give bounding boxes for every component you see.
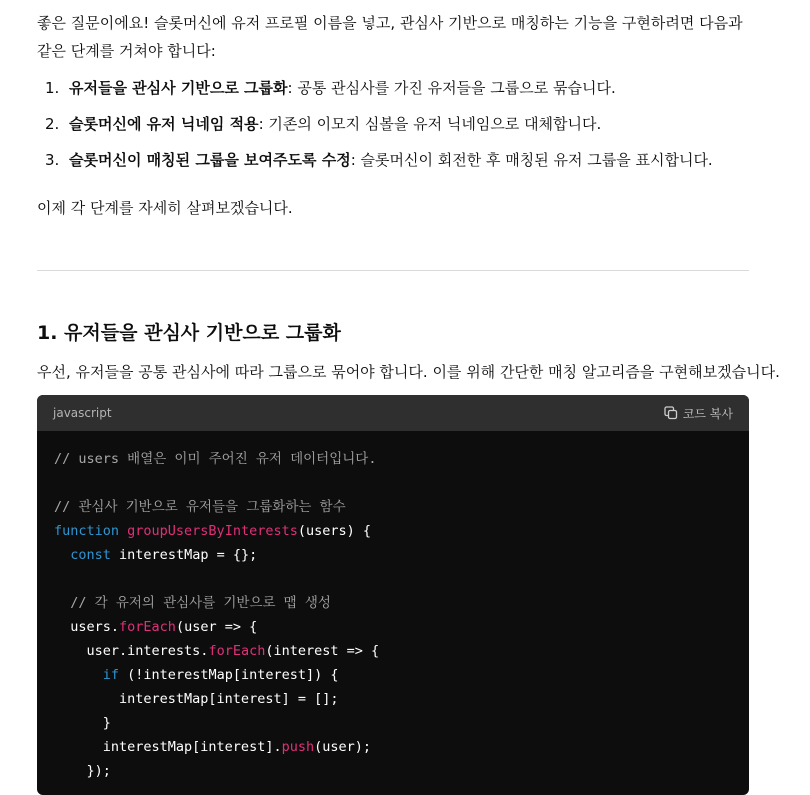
code-token-plain: interestMap[interest]. (54, 739, 282, 755)
code-token-keyword: if (102, 667, 128, 683)
code-token-plain: (interest => { (265, 643, 380, 659)
code-token-plain: (users) { (297, 523, 371, 539)
step-title: 슬롯머신이 매칭된 그룹을 보여주도록 수정 (69, 151, 351, 169)
code-language-label: javascript (53, 406, 112, 420)
code-token-plain: (!interestMap[interest]) { (127, 667, 339, 683)
code-token-plain: }); (54, 763, 111, 779)
code-block-header (37, 395, 749, 431)
copy-code-button[interactable] (664, 405, 733, 422)
step-desc: : 슬롯머신이 회전한 후 매칭된 유저 그룹을 표시합니다. (350, 151, 713, 169)
code-token-func: push (281, 739, 315, 755)
step-title: 슬롯머신에 유저 닉네임 적용 (69, 115, 259, 133)
code-token-func: groupUsersByInterests (127, 523, 298, 539)
code-line (54, 495, 732, 519)
code-token-plain: (user); (314, 739, 371, 755)
code-line (54, 663, 732, 687)
list-item (37, 146, 713, 182)
intro-paragraph: 좋은 질문이에요! 슬롯머신에 유저 프로필 이름을 넣고, 관심사 기반으로 매칭하는 기능을 구현하려면 다음과 같은 단계를 거쳐야 합니다: (37, 14, 743, 60)
code-token-plain (54, 667, 103, 683)
code-token-func: forEach (119, 619, 176, 635)
section-description: 우선, 유저들을 공통 관심사에 따라 그룹으로 묶어야 합니다. 이를 위해 간단한 매칭 알고리즘을 구현해보겠습니다. (37, 363, 780, 381)
step-number: 1. (45, 79, 60, 97)
code-line (54, 759, 732, 783)
code-token-keyword: const (70, 547, 120, 563)
code-token-comment: // users 배열은 이미 주어진 유저 데이터입니다. (54, 451, 377, 467)
code-line (54, 615, 732, 639)
steps-list (37, 74, 713, 182)
step-number: 3. (45, 151, 60, 169)
outro-paragraph: 이제 각 단계를 자세히 살펴보겠습니다. (37, 199, 293, 217)
code-token-plain (54, 595, 70, 611)
copy-code-label: 코드 복사 (682, 406, 733, 421)
list-item (37, 74, 713, 110)
code-line (54, 687, 732, 711)
code-line (54, 519, 732, 543)
code-token-plain: (user => { (175, 619, 258, 635)
copy-icon (664, 406, 678, 420)
code-block (37, 395, 749, 795)
code-line (54, 543, 732, 567)
code-line (54, 471, 732, 495)
code-token-comment: // 각 유저의 관심사를 기반으로 맵 생성 (70, 595, 331, 611)
code-line (54, 567, 732, 591)
code-line (54, 591, 732, 615)
code-token-plain: interestMap = {}; (119, 547, 258, 563)
section-divider (37, 270, 749, 271)
list-item (37, 110, 713, 146)
code-line (54, 639, 732, 663)
code-line (54, 447, 732, 471)
code-token-func: forEach (208, 643, 266, 659)
code-line (54, 735, 732, 759)
code-token-comment: // 관심사 기반으로 유저들을 그룹화하는 함수 (54, 499, 346, 515)
code-token-plain: users. (54, 619, 120, 635)
code-line (54, 711, 732, 735)
step-desc: : 기존의 이모지 심볼을 유저 닉네임으로 대체합니다. (258, 115, 602, 133)
step-number: 2. (45, 115, 60, 133)
code-token-plain: interestMap[interest] = []; (54, 691, 339, 707)
code-body (37, 431, 749, 795)
code-token-plain: } (54, 715, 111, 731)
step-title: 유저들을 관심사 기반으로 그룹화 (69, 79, 288, 97)
code-token-plain (54, 547, 70, 563)
code-token-keyword: function (54, 523, 128, 539)
step-desc: : 공통 관심사를 가진 유저들을 그룹으로 묶습니다. (287, 79, 616, 97)
code-token-plain: user.interests. (54, 643, 209, 659)
section-heading: 1. 유저들을 관심사 기반으로 그룹화 (37, 322, 341, 344)
